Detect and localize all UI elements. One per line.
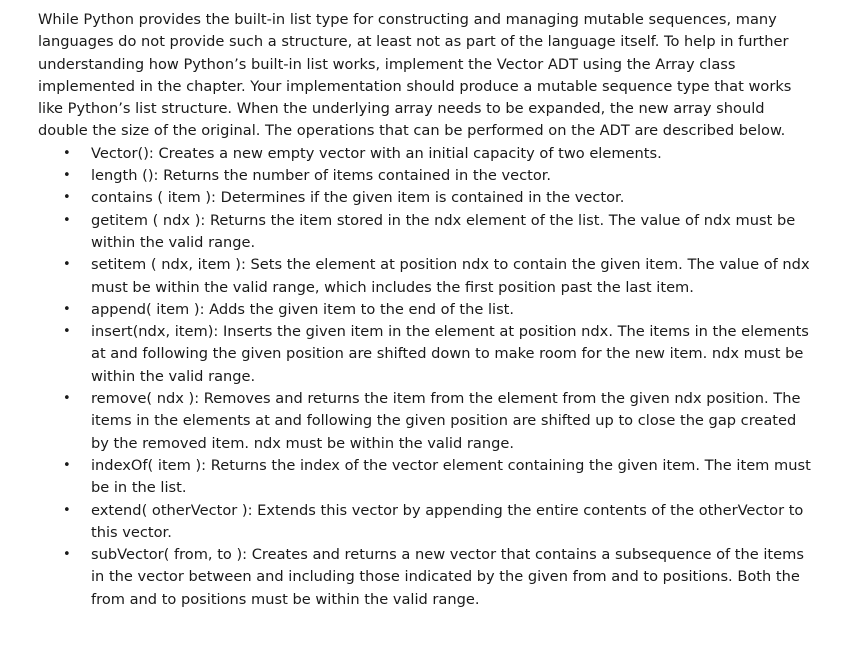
operation-insert — [38, 321, 818, 388]
bullet-icon: • — [63, 324, 71, 340]
bullet-icon: • — [63, 502, 71, 518]
operation-indexof — [38, 455, 818, 500]
bullet-icon: • — [63, 168, 71, 184]
bullet-icon: • — [63, 457, 71, 473]
operation-subvector — [38, 544, 818, 611]
operation-text: indexOf( item ): Returns the index of the vector element containing the given item. The item must be in the list. — [91, 456, 811, 497]
operation-vector — [38, 143, 818, 165]
intro-paragraph: While Python provides the built-in list type for constructing and managing mutable sequences, many languages do not provide such a structure, at least not as part of the language itself. To help in further understanding how Python’s built-in list works, implement the Vector ADT using the Array class implemented in the chapter. Your implementation should produce a mutable sequence type that works like Python’s list structure. When the underlying array needs to be expanded, the new array should double the size of the original. The operations that can be performed on the ADT are described below. — [38, 11, 792, 140]
bullet-icon: • — [63, 212, 71, 228]
bullet-icon: • — [63, 145, 71, 161]
bullet-icon: • — [63, 391, 71, 407]
operation-text: insert(ndx, item): Inserts the given item in the element at position ndx. The items in the elements at and following the given position are shifted down to make room for the new item. ndx must be within the valid range. — [91, 323, 809, 385]
operation-getitem — [38, 210, 818, 255]
operation-extend — [38, 500, 818, 545]
operation-text: extend( otherVector ): Extends this vector by appending the entire contents of the otherVector to this vector. — [91, 501, 804, 541]
bullet-icon: • — [63, 547, 71, 563]
operation-text: subVector( from, to ): Creates and returns a new vector that contains a subsequence of the items in the vector between and including those indicated by the given from and to positions. Both the from and to positions must be within the valid range. — [91, 546, 804, 608]
bullet-icon: • — [63, 257, 71, 273]
operation-text: Vector(): Creates a new empty vector with an initial capacity of two elements. — [91, 144, 662, 162]
operation-length — [38, 165, 818, 187]
operation-remove — [38, 388, 818, 455]
operation-append — [38, 299, 818, 321]
operation-setitem — [38, 254, 818, 299]
operation-text: setitem ( ndx, item ): Sets the element at position ndx to contain the given item. The value of ndx must be within the valid range, which includes the first position past the last item. — [91, 256, 810, 296]
operation-text: getitem ( ndx ): Returns the item stored in the ndx element of the list. The value of ndx must be within the valid range. — [91, 211, 796, 251]
operation-text: append( item ): Adds the given item to the end of the list. — [91, 300, 515, 318]
operation-text: contains ( item ): Determines if the given item is contained in the vector. — [91, 189, 625, 207]
operation-contains — [38, 187, 818, 209]
bullet-icon: • — [63, 190, 71, 206]
operation-text: length (): Returns the number of items contained in the vector. — [91, 167, 552, 185]
bullet-icon: • — [63, 301, 71, 317]
operation-text: remove( ndx ): Removes and returns the item from the element from the given ndx position. The items in the elements at and following the given position are shifted up to close the gap created by the removed item. ndx must be within the valid range. — [91, 390, 801, 452]
document-body — [38, 9, 818, 611]
operations-list — [38, 143, 818, 611]
